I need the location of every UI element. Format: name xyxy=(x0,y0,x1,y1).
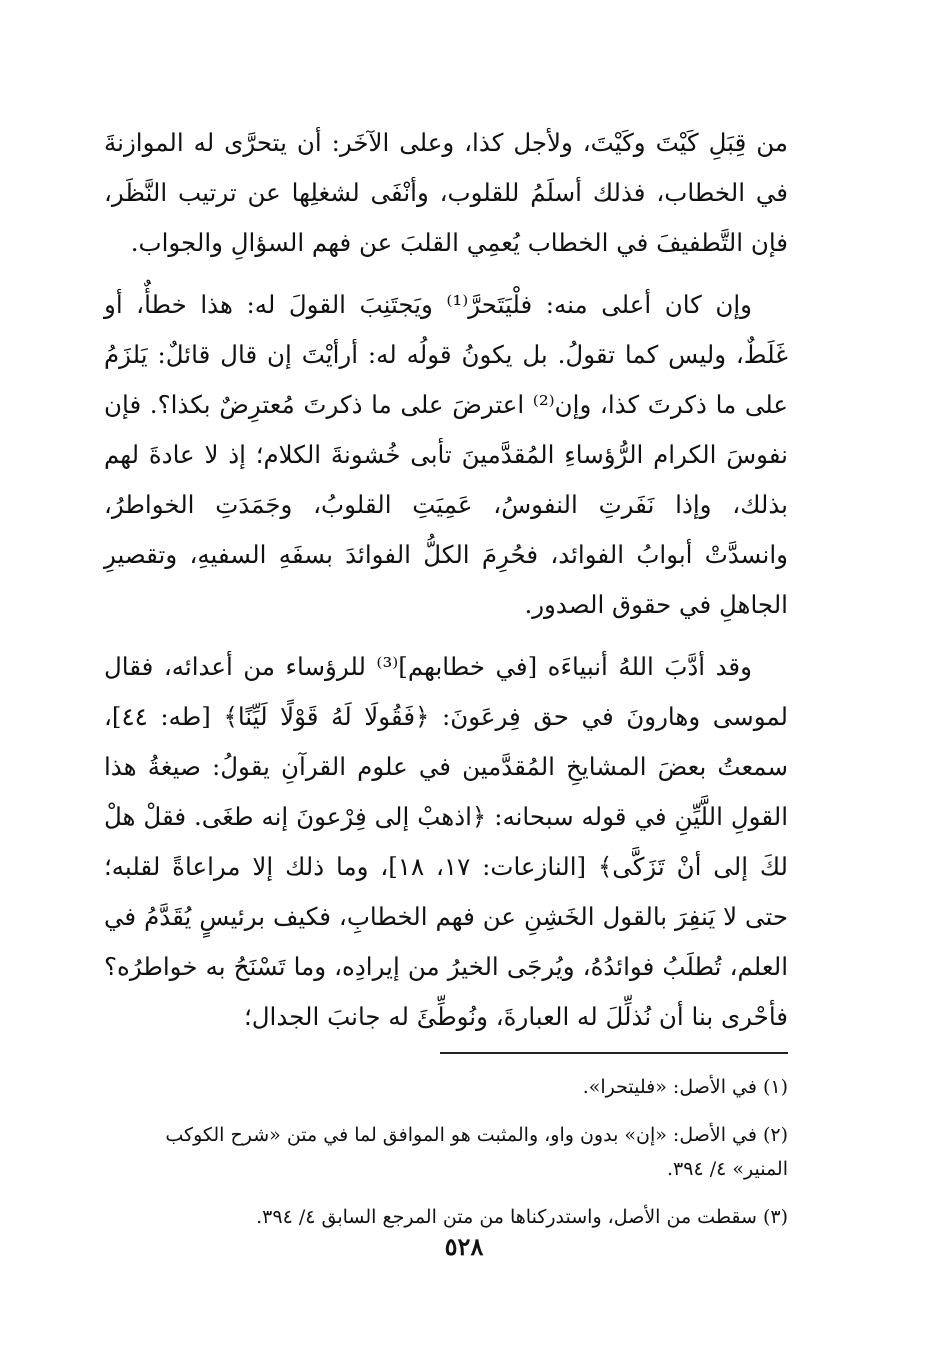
page-number: ٥٢٨ xyxy=(444,1232,484,1261)
footnote-text: في الأصل: «فليتحرا». xyxy=(582,1076,757,1098)
footnote-separator xyxy=(440,1052,788,1054)
footnote-3 xyxy=(104,1200,788,1234)
footnote-1 xyxy=(104,1070,788,1104)
footnote-text: سقطت من الأصل، واستدركناها من متن المرجع السابق ٤/ ٣٩٤. xyxy=(256,1206,757,1228)
footnote-number: (٢) xyxy=(762,1124,788,1146)
footnote-number: (١) xyxy=(762,1076,788,1098)
body-paragraph-1: من قِبَلِ كَيْتَ وكَيْتَ، ولأجل كذا، وعلى الآخَر: أن يتحرَّى له الموازنةَ في الخطاب، فذلك أسلَمُ للقلوب، وأنْفَى لشغلِها عن ترتيب النَّظَر، فإن التَّطفيفَ في الخطاب يُعمِي القلبَ عن فهم السؤالِ والجواب. xyxy=(104,128,788,257)
footnote-2 xyxy=(104,1118,788,1186)
body-paragraph-2: وإن كان أعلى منه: فلْيَتَحرَّ⁽¹⁾ ويَجتَنِبَ القولَ له: هذا خطأٌ، أو غَلَطٌ، وليس كما تقولُ. بل يكونُ قولُه له: أرأيْتَ إن قال قائلٌ: يَلزَمُ على ما ذكرتَ كذا، وإن⁽²⁾ اعترضَ على ما ذكرتَ مُعترِضٌ بكذا؟. فإن نفوسَ الكرام الرُّؤساءِ المُقدَّمينَ تأبى خُشونةَ الكلام؛ إذ لا عادةَ لهم بذلك، وإذا نَفَرتِ النفوسُ، عَمِيَتِ القلوبُ، وجَمَدَتِ الخواطرُ، وانسدَّتْ أبوابُ الفوائد، فحُرِمَ الكلُّ الفوائدَ بسفَهِ السفيهِ، وتقصيرِ الجاهلِ في حقوق الصدور. xyxy=(104,290,788,619)
footnote-text: في الأصل: «إن» بدون واو، والمثبت هو الموافق لما في متن «شرح الكوكب المنير» ٤/ ٣٩٤. xyxy=(165,1124,788,1180)
body-paragraph-3: وقد أدَّبَ اللهُ أنبياءَه [في خطابهم]⁽³⁾ للرؤساء من أعدائه، فقال لموسى وهارونَ في حق فِرعَونَ: ﴿فَقُولَا لَهُ قَوْلًا لَيِّنًا﴾ [طه: ٤٤]، سمعتُ بعضَ المشايخِ المُقدَّمين في علوم القرآنِ يقولُ: صيغةُ هذا القولِ اللَّيِّنِ في قوله سبحانه: ﴿اذهبْ إلى فِرْعونَ إنه طغَى. فقلْ هلْ لكَ إلى أنْ تَزَكَّى﴾ [النازعات: ١٧، ١٨]، وما ذلك إلا مراعاةً لقلبه؛ حتى لا يَنفِرَ بالقول الخَشِنِ عن فهم الخطابِ، فكيف برئيسٍ يُقَدَّمُ في العلم، تُطلَبُ فوائدُهُ، ويُرجَى الخيرُ من إيرادِه، وما تَسْنَحُ به خواطرُه؟ فأحْرى بنا أن نُذلِّلَ له العبارةَ، ونُوطِّئَ له جانبَ الجدال؛ xyxy=(104,652,788,1031)
footnote-number: (٣) xyxy=(762,1206,788,1228)
